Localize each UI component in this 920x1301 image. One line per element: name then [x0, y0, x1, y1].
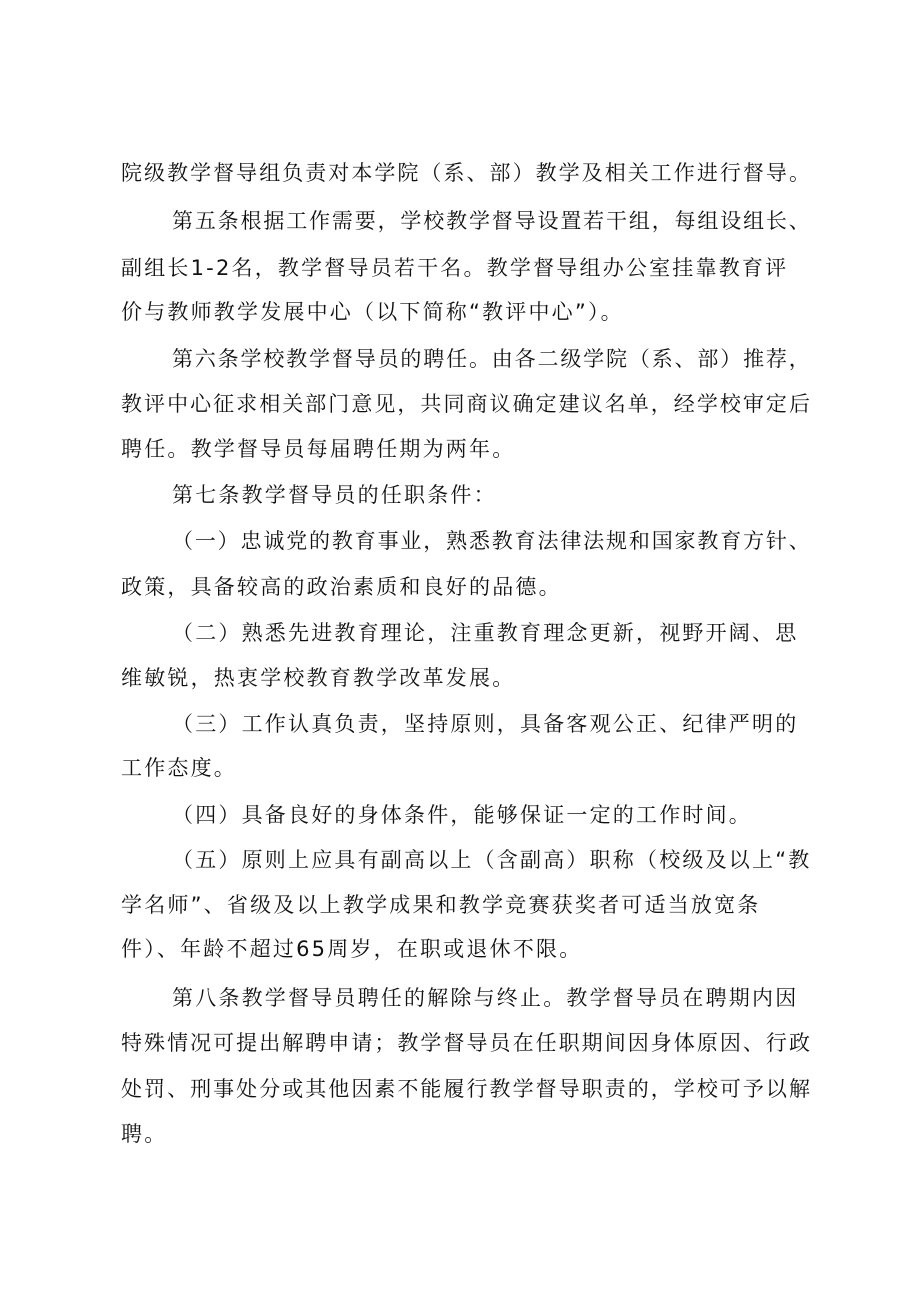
text-line-19: 第八条教学督导员聘任的解除与终止。教学督导员在聘期内因: [172, 986, 799, 1010]
text-line-4: 价与教师教学发展中心（以下简称“教评中心”）。: [121, 300, 624, 324]
text-line-9: （一）忠诚党的教育事业，熟悉教育法律法规和国家教育方针、: [172, 529, 812, 553]
text-line-12: 维敏锐，热衷学校教育教学改革发展。: [121, 666, 516, 690]
text-line-15: （四）具备良好的身体条件，能够保证一定的工作时间。: [172, 803, 752, 827]
text-line-18: 件）、年龄不超过65周岁，在职或退休不限。: [121, 937, 583, 961]
text-line-20: 特殊情况可提出解聘申请；教学督导员在任职期间因身体原因、行政: [121, 1031, 812, 1055]
text-line-8: 第七条教学督导员的任职条件：: [172, 483, 497, 507]
text-line-16: （五）原则上应具有副高以上（含副高）职称（校级及以上“教: [172, 848, 812, 872]
text-line-3: 副组长1-2名，教学督导员若干名。教学督导组办公室挂靠教育评: [121, 256, 789, 280]
text-line-1: 院级教学督导组负责对本学院（系、部）教学及相关工作进行督导。: [121, 161, 812, 185]
text-line-2: 第五条根据工作需要，学校教学督导设置若干组，每组设组长、: [172, 209, 812, 233]
text-line-5: 第六条学校教学督导员的聘任。由各二级学院（系、部）推荐，: [172, 347, 812, 371]
text-line-22: 聘。: [121, 1122, 168, 1146]
text-line-6: 教评中心征求相关部门意见，共同商议确定建议名单，经学校审定后: [121, 392, 812, 416]
text-line-21: 处罚、刑事处分或其他因素不能履行教学督导职责的，学校可予以解: [121, 1077, 812, 1101]
text-line-17: 学名师”、省级及以上教学成果和教学竞赛获奖者可适当放宽条: [121, 893, 761, 917]
text-line-10: 政策，具备较高的政治素质和良好的品德。: [121, 575, 562, 599]
text-line-7: 聘任。教学督导员每届聘任期为两年。: [121, 437, 516, 461]
text-line-14: 工作态度。: [121, 756, 237, 780]
text-line-11: （二）熟悉先进教育理论，注重教育理念更新，视野开阔、思: [172, 621, 799, 645]
text-line-13: （三）工作认真负责，坚持原则，具备客观公正、纪律严明的: [172, 712, 799, 736]
